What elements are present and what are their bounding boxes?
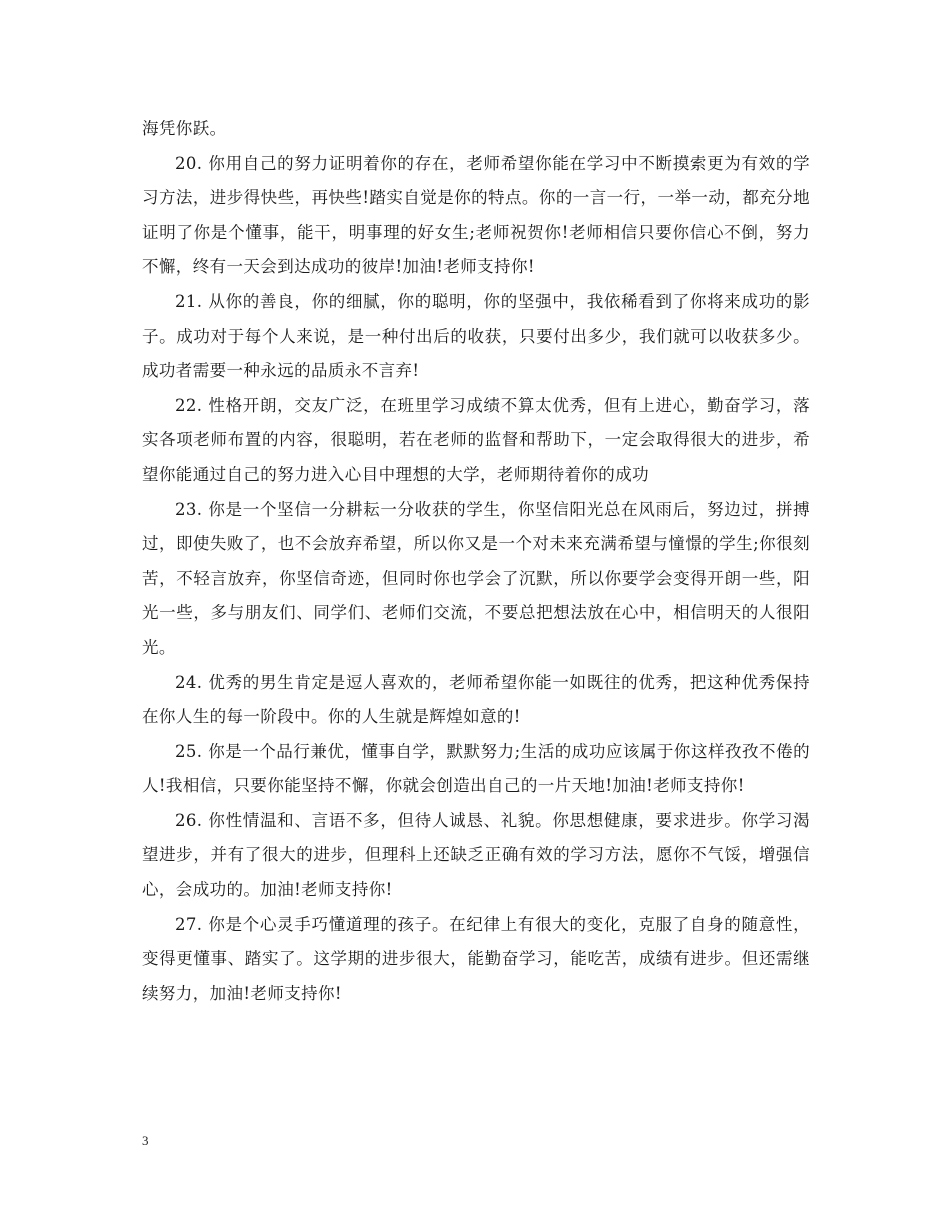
paragraph-item-20: 20. 你用自己的努力证明着你的存在，老师希望你能在学习中不断摸索更为有效的学习方法，进步得快些，再快些!踏实自觉是你的特点。你的一言一行，一举一动，都充分地证明了你是个懂事，能干，明事理的好女生;老师祝贺你!老师相信只要你信心不倒，努力不懈，终有一天会到达成功的彼岸!加油!老师支持你!: [142, 153, 810, 277]
paragraph-continuation: 海凭你跃。: [142, 119, 227, 138]
paragraph-item-27: 27. 你是个心灵手巧懂道理的孩子。在纪律上有很大的变化，克服了自身的随意性，变得更懂事、踏实了。这学期的进步很大，能勤奋学习，能吃苦，成绩有进步。但还需继续努力，加油!老师支持你!: [142, 914, 810, 1003]
page-number: 3: [142, 1133, 149, 1148]
paragraph-item-25: 25. 你是一个品行兼优，懂事自学，默默努力;生活的成功应该属于你这样孜孜不倦的人!我相信，只要你能坚持不懈，你就会创造出自己的一片天地!加油!老师支持你!: [142, 741, 810, 796]
document-body: [142, 112, 810, 1011]
paragraph-item-26: 26. 你性情温和、言语不多，但待人诚恳、礼貌。你思想健康，要求进步。你学习渴望进步，并有了很大的进步，但理科上还缺乏正确有效的学习方法，愿你不气馁，增强信心，会成功的。加油!老师支持你!: [142, 810, 810, 900]
paragraph-item-23: 23. 你是一个坚信一分耕耘一分收获的学生，你坚信阳光总在风雨后，努边过，拼搏过，即使失败了，也不会放弃希望，所以你又是一个对未来充满希望与憧憬的学生;你很刻苦，不轻言放弃，你坚信奇迹，但同时你也学会了沉默，所以你要学会变得开朗一些，阳光一些，多与朋友们、同学们、老师们交流，不要总把想法放在心中，相信明天的人很阳光。: [142, 499, 810, 657]
paragraph-item-22: 22. 性格开朗，交友广泛，在班里学习成绩不算太优秀，但有上进心，勤奋学习，落实各项老师布置的内容，很聪明，若在老师的监督和帮助下，一定会取得很大的进步，希望你能通过自己的努力进入心目中理想的大学，老师期待着你的成功: [142, 395, 810, 484]
paragraph-item-21: 21. 从你的善良，你的细腻，你的聪明，你的坚强中，我依稀看到了你将来成功的影子。成功对于每个人来说，是一种付出后的收获，只要付出多少，我们就可以收获多少。成功者需要一种永远的品质永不言弃!: [142, 291, 810, 381]
paragraph-item-24: 24. 优秀的男生肯定是逗人喜欢的，老师希望你能一如既往的优秀，把这种优秀保持在你人生的每一阶段中。你的人生就是辉煌如意的!: [142, 672, 810, 727]
